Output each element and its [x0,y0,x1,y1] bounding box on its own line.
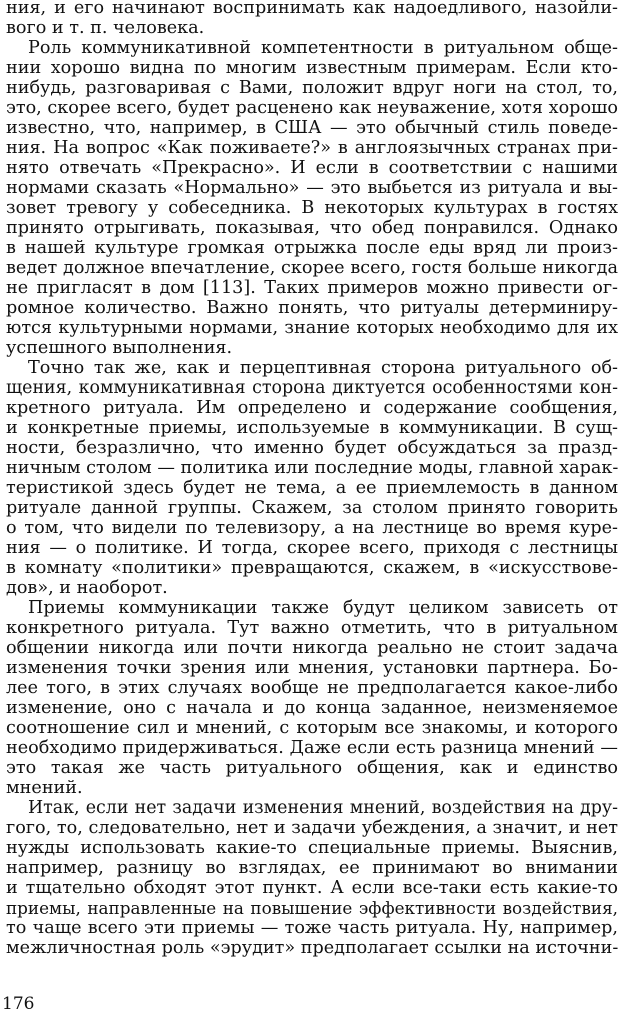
text-line: лее того, в этих случаях вообще не предполагается какое-либо [6,678,618,698]
text-line: ния. На вопрос «Как поживаете?» в англоязычных странах при- [6,138,618,158]
text-line: вого и т. п. человека. [6,18,205,38]
text-line: щения, коммуникативная сторона диктуется особенностями кон- [6,378,618,398]
text-line: ности, безразлично, что именно будет обсуждаться за празд- [6,438,618,458]
text-line: необходимо придерживаться. Даже если есть разница мнений — [6,738,618,758]
text-line: конкретного ритуала. Тут важно отметить, что в ритуальном [6,618,618,638]
body-text [6,0,618,958]
text-line: ются культурными нормами, знание которых необходимо для их [6,318,618,338]
text-line: в нашей культуре громкая отрыжка после еды вряд ли произ- [6,238,618,258]
text-line: изменение, оно с начала и до конца заданное, неизменяемое [6,698,618,718]
text-line: изменения точки зрения или мнения, установки партнера. Бо- [6,658,618,678]
text-line: Итак, если нет задачи изменения мнений, воздействия на дру- [28,798,618,818]
text-line: не пригласят в дом [113]. Таких примеров можно привести ог- [6,278,618,298]
text-line: это такая же часть ритуального общения, как и единство [6,758,618,778]
text-line: мнений. [6,778,83,798]
text-line: нормами сказать «Нормально» — это выбьется из ритуала и вы- [6,178,618,198]
text-line: нибудь, разговаривая с Вами, положит вдруг ноги на стол, то, [6,78,618,98]
text-line: о том, что видели по телевизору, а на лестнице во время куре- [6,518,618,538]
text-line: приемы, направленные на повышение эффективности воздействия, [6,898,618,918]
text-line: и тщательно обходят этот пункт. А если все-таки есть какие-то [6,878,618,898]
text-line: кретного ритуала. Им определено и содержание сообщения, [6,398,618,418]
text-line: принято отрыгивать, показывая, что обед понравился. Однако [6,218,618,238]
text-line: зовет тревогу у собеседника. В некоторых культурах в гостях [6,198,618,218]
text-line: нии хорошо видна по многим известным примерам. Если кто- [6,58,618,78]
text-line: то чаще всего эти приемы — тоже часть ритуала. Ну, например, [6,918,618,938]
text-line: успешного выполнения. [6,338,233,358]
text-line: например, разницу во взглядах, ее принимают во внимании [6,858,618,878]
text-line: Точно так же, как и перцептивная сторона ритуального об- [28,358,618,378]
text-line: гого, то, следовательно, нет и задачи убеждения, а значит, и нет [6,818,618,838]
text-line: ритуале данной группы. Скажем, за столом принято говорить [6,498,618,518]
text-line: ромное количество. Важно понять, что ритуалы детерминиру- [6,298,618,318]
text-line: соотношение сил и мнений, с которым все знакомы, и которого [6,718,618,738]
text-line: межличностная роль «эрудит» предполагает ссылки на источни- [6,938,619,958]
text-line: нужды использовать какие-то специальные приемы. Выяснив, [6,838,618,858]
text-line: ничным столом — политика или последние моды, главной харак- [6,458,619,478]
text-line: нято отвечать «Прекрасно». И если в соответствии с нашими [6,158,618,178]
text-line: известно, что, например, в США — это обычный стиль поведе- [6,118,618,138]
text-line: в комнату «политики» превращаются, скажем, в «искусствове- [6,558,618,578]
text-line: теристикой здесь будет не тема, а ее приемлемость в данном [6,478,618,498]
text-line: это, скорее всего, будет расценено как неуважение, хотя хорошо [6,98,618,118]
text-line: дов», и наоборот. [6,578,168,598]
text-line: ния, и его начинают воспринимать как надоедливого, назойли- [6,0,618,18]
text-line: ния — о политике. И тогда, скорее всего, приходя с лестницы [6,538,618,558]
text-line: Роль коммуникативной компетентности в ритуальном обще- [28,38,618,58]
page-number: 176 [2,994,35,1014]
text-line: Приемы коммуникации также будут целиком зависеть от [28,598,618,618]
text-line: ведет должное впечатление, скорее всего, гостя больше никогда [6,258,618,278]
text-line: и конкретные приемы, используемые в коммуникации. В сущ- [6,418,618,438]
text-line: общении никогда или почти никогда реально не стоит задача [6,638,618,658]
